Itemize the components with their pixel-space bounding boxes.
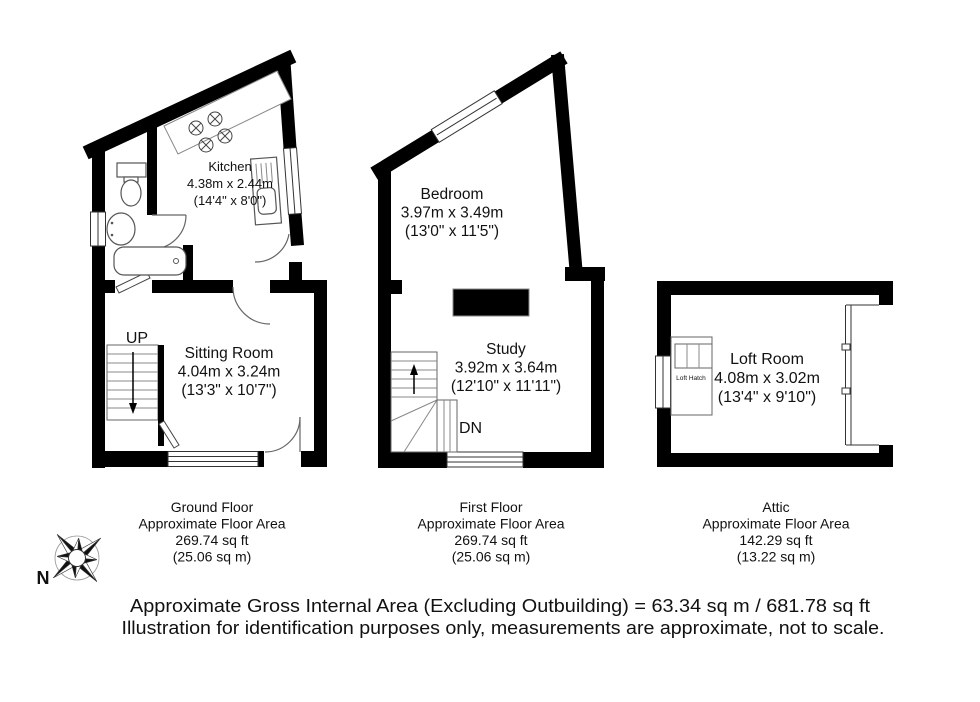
room-name: Study [486, 341, 526, 358]
first-floor-caption [417, 499, 564, 565]
wall [295, 214, 297, 239]
wall [657, 281, 893, 295]
sitting-room-label [178, 345, 281, 399]
window [447, 452, 523, 467]
floor-area-label: Approximate Floor Area [417, 515, 565, 532]
floor-name: First Floor [459, 499, 523, 515]
room-dim-metric: 4.08m x 3.02m [714, 370, 820, 387]
toilet [117, 163, 146, 206]
door-arc [152, 215, 186, 249]
disclaimer-text: Illustration for identification purposes only, measurements are approximate, not to scale. [121, 618, 885, 638]
door-arc [265, 417, 300, 452]
footer-disclaimer [122, 596, 885, 638]
room-name: Kitchen [208, 159, 252, 174]
wall [92, 280, 115, 293]
wall [152, 280, 233, 293]
gross-internal-area-text: Approximate Gross Internal Area (Excluding Outbuilding) = 63.34 sq m / 681.78 sq ft [130, 596, 870, 616]
ground-floor-caption [138, 499, 285, 565]
wall [92, 246, 105, 468]
window [168, 452, 258, 467]
attic-plan [656, 281, 894, 467]
floor-area-sqft: 269.74 sq ft [175, 532, 249, 548]
wall [378, 163, 391, 468]
loft-hatch [671, 337, 712, 415]
attic-caption [702, 499, 849, 565]
wall [558, 61, 576, 270]
wall [657, 281, 671, 356]
floor-name: Ground Floor [170, 499, 254, 515]
wall [391, 280, 402, 294]
door-arc [255, 234, 289, 262]
room-dim-imperial: (12'10" x 11'11") [450, 378, 562, 395]
window [431, 91, 502, 143]
window [284, 148, 302, 215]
basin [107, 213, 135, 245]
wall [301, 451, 327, 467]
floor-area-sqft: 269.74 sq ft [454, 532, 528, 548]
chimney-breast [453, 289, 529, 316]
staircase-down [391, 352, 457, 452]
stairs-down-label: DN [459, 420, 483, 437]
wall [314, 280, 327, 452]
room-dim-imperial: (13'4" x 9'10") [717, 389, 817, 406]
wall [657, 453, 893, 467]
wall [258, 451, 264, 467]
window [656, 356, 671, 408]
bathtub [114, 247, 186, 275]
compass-rose-icon [53, 534, 100, 581]
floor-area-sqm: (25.06 sq m) [451, 548, 531, 565]
room-dim-metric: 3.97m x 3.49m [400, 204, 504, 222]
door-arc [233, 287, 270, 324]
floor-area-label: Approximate Floor Area [138, 515, 286, 532]
wall [289, 262, 302, 282]
window [842, 305, 879, 445]
ground-floor-plan [91, 59, 328, 468]
floor-name: Attic [762, 499, 790, 515]
wall [147, 120, 157, 215]
room-dim-imperial: (14'4" x 8'0") [193, 193, 267, 208]
staircase-up [107, 345, 164, 420]
bedroom-label [401, 186, 504, 240]
window [91, 212, 106, 246]
room-dim-metric: 3.92m x 3.64m [454, 359, 558, 377]
room-name: Sitting Room [184, 345, 274, 362]
floor-area-sqm: (13.22 sq m) [736, 548, 816, 565]
loft-hatch-label: Loft Hatch [676, 375, 706, 382]
wall [879, 281, 893, 305]
room-dim-imperial: (13'3" x 10'7") [181, 382, 277, 399]
wall [378, 452, 447, 468]
wall [284, 62, 290, 148]
wall [879, 445, 893, 467]
room-name: Loft Room [730, 351, 804, 368]
wall [92, 145, 105, 212]
kitchen-sink [251, 157, 282, 225]
floor-area-sqm: (25.06 sq m) [172, 548, 252, 565]
room-dim-metric: 4.38m x 2.44m [187, 176, 273, 191]
loft-room-label [714, 351, 820, 406]
room-dim-metric: 4.04m x 3.24m [177, 363, 281, 381]
floor-area-label: Approximate Floor Area [702, 515, 850, 532]
study-label [451, 341, 561, 395]
wall [591, 267, 604, 468]
compass-north-label: N [36, 568, 50, 588]
room-name: Bedroom [420, 186, 484, 203]
stairs-up-label: UP [125, 330, 149, 347]
first-floor-plan [378, 61, 605, 468]
room-dim-imperial: (13'0" x 11'5") [404, 223, 500, 240]
floor-area-sqft: 142.29 sq ft [739, 532, 813, 548]
wall [92, 451, 168, 467]
